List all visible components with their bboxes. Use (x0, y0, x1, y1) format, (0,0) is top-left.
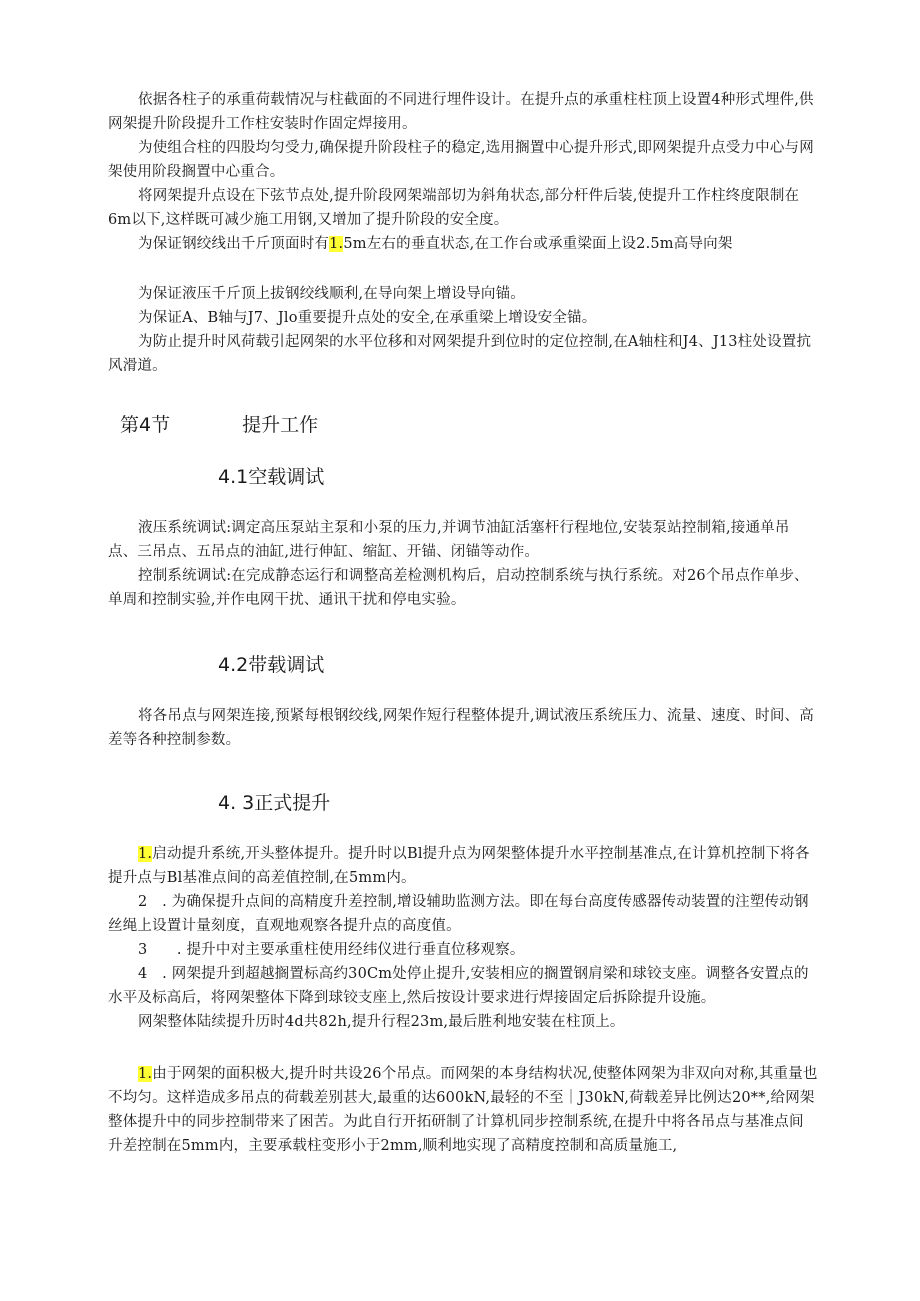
list-item-1 (108, 842, 818, 890)
paragraph-sync-control (108, 1062, 818, 1158)
paragraph-guide-frame-before: 为保证钢绞线出千斤顶面时有 (138, 236, 330, 252)
paragraph-lifting-point: 将网架提升点设在下弦节点处,提升阶段网架端部切为斜角状态,部分杆件后装,使提升工作柱终度限制在6m以下,这样既可减少施工用钢,又增加了提升阶段的安全度。 (108, 188, 800, 228)
section-number: 第4节 (120, 414, 171, 436)
paragraph-guide-anchor: 为保证液压千斤顶上拔钢绞线顺利,在导向架上增设导向锚。 (138, 286, 526, 302)
subsection-heading-4-3: 4. 3正式提升 (218, 792, 331, 814)
section-heading (120, 410, 318, 437)
highlight-mark: 1. (138, 1066, 153, 1082)
paragraph-center-lifting: 为使组合柱的四股均匀受力,确保提升阶段柱子的稳定,选用搁置中心提升形式,即网架提升点受力中心与网架使用阶段搁置中心重合。 (108, 140, 814, 180)
section-title: 提升工作 (242, 414, 319, 436)
list-item-4: 4 . 网架提升到超越搁置标高约30Cm处停止提升,安装相应的搁置钢肩梁和球铰支座。调整各安置点的水平及标高后，将网架整体下降到球铰支座上,然后按设计要求进行焊接固定后拆除提升设施。 (108, 966, 809, 1006)
list-item-text: 启动提升系统,开头整体提升。提升时以Bl提升点为网架整体提升水平控制基准点,在计算机控制下将各提升点与Bl基准点间的高差值控制,在5mm内。 (108, 846, 810, 886)
list-item-3: 3 . 提升中对主要承重柱使用经纬仪进行垂直位移观察。 (138, 942, 525, 958)
paragraph-wind-slide: 为防止提升时风荷载引起网架的水平位移和对网架提升到位时的定位控制,在A轴柱和J4、J13柱处设置抗风滑道。 (108, 334, 812, 374)
paragraph-control-debug: 控制系统调试:在完成静态运行和调整高差检测机构后，启动控制系统与执行系统。对26个吊点作单步、单周和控制实验,并作电网干扰、通讯干扰和停电实验。 (108, 568, 809, 608)
paragraph-safety-anchor: 为保证A、B轴与J7、Jlo重要提升点处的安全,在承重梁上增设安全锚。 (138, 310, 597, 326)
paragraph-sync-control-text: 由于网架的面积极大,提升时共设26个吊点。而网架的本身结构状况,使整体网架为非双向对称,其重量也不均匀。这样造成多吊点的荷载差别甚大,最重的达600kN,最轻的不至｜J30kN,荷载差异比例达20**,给网架整体提升中的同步控制带来了困苦。为此自行开拓研制了计算机同步控制系统,在提升中将各吊点与基准点间升差控制在5mm内，主要承载柱变形小于2mm,顺利地实现了高精度控制和高质量施工, (108, 1066, 818, 1154)
paragraph-lifting-summary: 网架整体陆续提升历时4d共82h,提升行程23m,最后胜利地安装在柱顶上。 (138, 1014, 625, 1030)
paragraph-guide-frame (108, 232, 818, 256)
subsection-heading-4-1: 4.1空载调试 (218, 466, 325, 488)
highlight-mark: 1. (329, 236, 344, 252)
highlight-mark: 1. (138, 846, 153, 862)
subsection-heading-4-2: 4.2带载调试 (218, 654, 325, 676)
paragraph-hydraulic-debug: 液压系统调试:调定高压泵站主泵和小泵的压力,并调节油缸活塞杆行程地位,安装泵站控制箱,接通单吊点、三吊点、五吊点的油缸,进行伸缸、缩缸、开锚、闭锚等动作。 (108, 520, 790, 560)
paragraph-guide-frame-after: 5m左右的垂直状态,在工作台或承重梁面上设2.5m高导向架 (343, 236, 733, 252)
paragraph-embedment-design: 依据各柱子的承重荷载情况与柱截面的不同进行埋件设计。在提升点的承重柱柱顶上设置4种形式埋件,供网架提升阶段提升工作柱安装时作固定焊接用。 (108, 92, 814, 132)
paragraph-load-debug: 将各吊点与网架连接,预紧每根钢绞线,网架作短行程整体提升,调试液压系统压力、流量、速度、时间、高差等各种控制参数。 (108, 708, 814, 748)
list-item-2: 2 . 为确保提升点间的高精度升差控制,增设辅助监测方法。即在每台高度传感器传动装置的注塑传动钢丝绳上设置计量刻度，直观地观察各提升点的高度值。 (108, 894, 809, 934)
